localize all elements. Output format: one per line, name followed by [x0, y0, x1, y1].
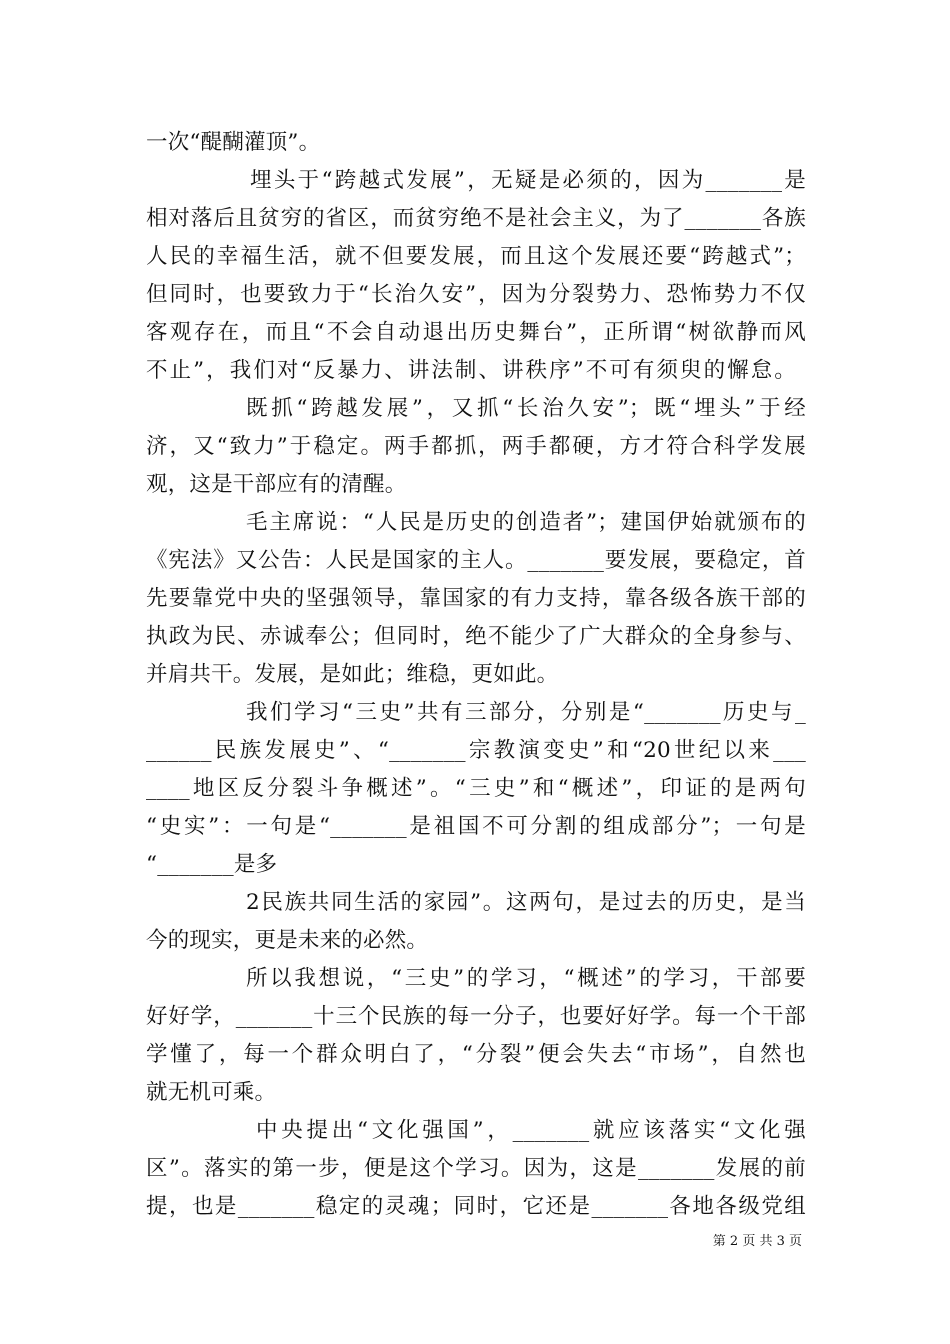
text-line: 提，也是_______稳定的灵魂；同时，它还是_______各地各级党组 [146, 1194, 806, 1219]
text-line: 好好学，_______十三个民族的每一分子，也要好好学。每一个干部 [146, 1004, 806, 1029]
text-line: 先要靠党中央的坚强领导，靠国家的有力支持，靠各级各族干部的 [146, 586, 806, 611]
text-line: 不止”，我们对“反暴力、讲法制、讲秩序”不可有须臾的懈怠。 [146, 358, 796, 383]
text-line: ____地区反分裂斗争概述”。“三史”和“概述”，印证的是两句 [146, 776, 806, 801]
text-line: 《宪法》又公告：人民是国家的主人。_______要发展，要稳定，首 [146, 548, 806, 573]
text-line: 执政为民、赤诚奉公；但同时，绝不能少了广大群众的全身参与、 [146, 624, 806, 649]
text-line: 但同时，也要致力于“长治久安”，因为分裂势力、恐怖势力不仅 [146, 282, 806, 307]
paragraph-start-line: 2民族共同生活的家园”。这两句，是过去的历史，是当 [246, 890, 806, 915]
text-line: 人民的幸福生活，就不但要发展，而且这个发展还要“跨越式”； [146, 244, 806, 269]
text-line: 相对落后且贫穷的省区，而贫穷绝不是社会主义，为了_______各族 [146, 206, 806, 231]
text-line: 一次“醍醐灌顶”。 [146, 130, 321, 155]
text-line: 并肩共干。发展，是如此；维稳，更如此。 [146, 662, 559, 687]
paragraph-start-line: 所以我想说，“三史”的学习，“概述”的学习，干部要 [246, 966, 806, 991]
text-line: 区”。落实的第一步，便是这个学习。因为，这是_______发展的前 [146, 1156, 806, 1181]
text-line: ______民族发展史”、“_______宗教演变史”和“20世纪以来___ [146, 738, 806, 763]
text-line: 济，又“致力”于稳定。两手都抓，两手都硬，方才符合科学发展 [146, 434, 806, 459]
text-line: “_______是多 [146, 852, 278, 877]
text-line: “史实”：一句是“_______是祖国不可分割的组成部分”；一句是 [146, 814, 806, 839]
text-line: 就无机可乘。 [146, 1080, 277, 1105]
paragraph-start-line: 埋头于“跨越式发展”，无疑是必须的，因为_______是 [250, 168, 806, 193]
paragraph-start-line: 我们学习“三史”共有三部分，分别是“_______历史与_ [246, 700, 806, 725]
page-number-footer: 第 2 页 共 3 页 [712, 1234, 802, 1249]
text-line: 客观存在，而且“不会自动退出历史舞台”，正所谓“树欲静而风 [146, 320, 806, 345]
paragraph-start-line: 中央提出“文化强国”，_______就应该落实“文化强 [256, 1118, 806, 1143]
text-line: 今的现实，更是未来的必然。 [146, 928, 429, 953]
text-line: 观，这是干部应有的清醒。 [146, 472, 407, 497]
paragraph-start-line: 既抓“跨越发展”，又抓“长治久安”；既“埋头”于经 [246, 396, 806, 421]
paragraph-start-line: 毛主席说：“人民是历史的创造者”；建国伊始就颁布的 [246, 510, 806, 535]
text-line: 学懂了，每一个群众明白了，“分裂”便会失去“市场”，自然也 [146, 1042, 806, 1067]
